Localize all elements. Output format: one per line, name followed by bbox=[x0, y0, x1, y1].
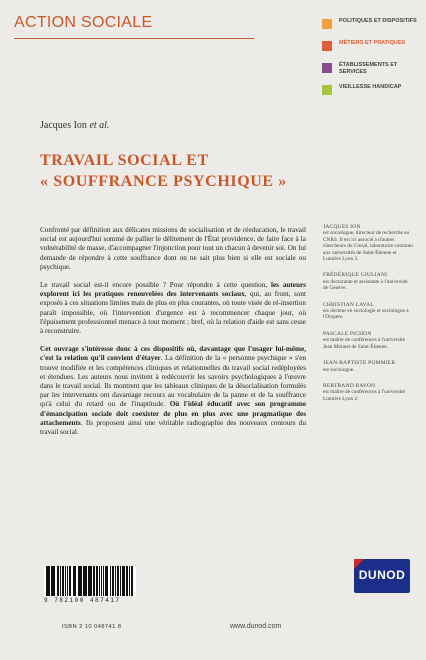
blurb-text: . La définition de la « personne psychique » s'en trouve modifiée et les compétences cliniques et relationnelles du travail social redéployées et étendues. Les auteurs nous invitent à redécouvrir les savoirs psychologiques à l'œuvre dans le travail social. Ils montrent que les tableaux cliniques de la désocialisation formulés par les intervenants ont davantage recours au vocabulaire de la panne et de la souffrance qu'à celui du retard ou de l'inaptitude. bbox=[40, 354, 306, 409]
barcode-bar bbox=[129, 566, 130, 596]
author-name: Jacques Ion bbox=[40, 120, 90, 131]
bio-text: est sociologue. bbox=[323, 366, 355, 373]
blurb bbox=[40, 226, 306, 446]
barcode-bar bbox=[65, 566, 66, 596]
legend-label: VIEILLESSE HANDICAP bbox=[339, 84, 402, 90]
title-line-1: TRAVAIL SOCIAL ET bbox=[40, 152, 209, 169]
blurb-paragraph-1: Confronté par définition aux délicates missions de socialisation et de réeducation, le travail social est aujourd'hui sommé de pallier le délitement de l'État providence, de faire face à la vulnérabilité de masse, d'accompagner l'injonction pour tout un chacun à devenir soi. On lui demande de répondre à cette souffrance dont on ne sait plus bien si elle est sociale ou psychique. bbox=[40, 226, 306, 271]
legend-item bbox=[322, 62, 422, 82]
author-bios bbox=[323, 224, 413, 412]
bio-name: BERTRAND RAVON bbox=[323, 382, 376, 389]
blurb-paragraph-2 bbox=[40, 281, 306, 336]
bio-text: est docteur en sociologie et sociologue à l'Orspere. bbox=[323, 308, 409, 321]
barcode-bar bbox=[75, 566, 76, 596]
bio-text: est maître de conférences à l'université Jean Monnet de Saint-Étienne. bbox=[323, 337, 405, 350]
header-rule bbox=[14, 38, 254, 39]
barcode-bar bbox=[123, 566, 125, 596]
legend-label: POLITIQUES ET DISPOSITIFS bbox=[339, 18, 417, 24]
author-bio bbox=[323, 383, 413, 402]
bio-text: est maître de conférences à l'université Lumière Lyon 2. bbox=[323, 389, 405, 402]
logo-text: DUNOD bbox=[358, 568, 406, 582]
bio-name: PASCALE PICHON bbox=[323, 330, 372, 337]
author-bio bbox=[323, 360, 413, 373]
author-bio bbox=[323, 302, 413, 321]
blurb-bold: Cet ouvrage s'intéresse donc à ces dispositifs où, davantage que l'usager lui-même, c'est la relation qu'il convient d'étayer bbox=[40, 345, 306, 363]
author-line bbox=[40, 120, 109, 131]
legend-label: ÉTABLISSEMENTS ET SERVICES bbox=[339, 62, 398, 75]
barcode-number: 9 782100 487417 bbox=[44, 597, 121, 604]
legend-item bbox=[322, 84, 422, 104]
author-bio bbox=[323, 224, 413, 262]
legend-label: MÉTIERS ET PRATIQUES bbox=[339, 40, 406, 46]
series-title: ACTION SOCIALE bbox=[14, 14, 153, 31]
blurb-paragraph-3 bbox=[40, 345, 306, 437]
title-line-2: « SOUFFRANCE PSYCHIQUE » bbox=[40, 173, 287, 190]
blurb-bold: les auteurs explorent ici les pratiques renouvelées des intervenants sociaux bbox=[40, 281, 306, 299]
barcode-bar bbox=[53, 566, 55, 596]
barcode-bar bbox=[118, 566, 119, 596]
legend-swatch bbox=[322, 63, 332, 73]
legend-item bbox=[322, 18, 422, 38]
publisher-logo bbox=[354, 559, 410, 593]
barcode-bar bbox=[86, 566, 87, 596]
blurb-bold: Où l'idéal éducatif avec son programme d'émancipation sociale doit coexister de plus en plus avec une pragmatique des attachements bbox=[40, 400, 307, 427]
barcode-bar bbox=[70, 566, 71, 596]
barcode-bar bbox=[113, 566, 114, 596]
legend-swatch bbox=[322, 41, 332, 51]
barcode-bar bbox=[132, 566, 133, 596]
barcode-bar bbox=[97, 566, 98, 596]
bio-name: JACQUES ION bbox=[323, 224, 361, 230]
bio-name: FRÉDÉRIQUE GIULIANI bbox=[323, 272, 388, 279]
author-bio bbox=[323, 331, 413, 350]
blurb-text: Le travail social est-il encore possible ? Pour répondre à cette question, bbox=[40, 281, 271, 290]
collection-legend bbox=[322, 18, 422, 106]
book-title bbox=[40, 150, 360, 192]
barcode-bar bbox=[101, 566, 102, 596]
bio-text: est doctorante et assistante à l'université de Genève. bbox=[323, 278, 408, 292]
legend-item bbox=[322, 40, 422, 60]
publisher-website: www.dunod.com bbox=[230, 623, 282, 630]
barcode-bar bbox=[80, 566, 82, 596]
barcode-bar bbox=[91, 566, 92, 596]
barcode bbox=[44, 566, 136, 596]
barcode-bar bbox=[58, 566, 59, 596]
author-etal: et al. bbox=[89, 120, 110, 131]
barcode-bar bbox=[107, 566, 108, 596]
bio-name: CHRISTIAN LAVAL bbox=[323, 301, 374, 308]
blurb-text: , qui, au front, sont exposés à ces situations limites mais de plus en plus courantes, où toute visée de ré-insertion paraît impossible, où l'intervention d'urgence est à recommencer chaque jour, où l'épuisement professionnel menace à tout moment ; bref, où la relation d'aide est sans cesse à reconstruire. bbox=[40, 290, 307, 336]
barcode-bar bbox=[60, 566, 61, 596]
blurb-text: . Ils proposent ainsi une véritable radiographie des nouveaux contours du travail social. bbox=[40, 418, 306, 437]
barcode-bar bbox=[103, 566, 104, 596]
legend-swatch bbox=[322, 85, 332, 95]
barcode-bar bbox=[48, 566, 49, 596]
bio-text: est sociologue, directeur de recherche au CNRS. Il est ici associé à d'autres chercheurs du Cresal, laboratoire commun aux universités de Saint-Étienne et Lumière Lyon 2. bbox=[323, 230, 413, 263]
bio-name: JEAN-BAPTISTE POMMIER bbox=[323, 360, 396, 367]
legend-swatch bbox=[322, 19, 332, 29]
isbn: ISBN 2 10 048741 8 bbox=[62, 624, 122, 630]
author-bio bbox=[323, 272, 413, 291]
